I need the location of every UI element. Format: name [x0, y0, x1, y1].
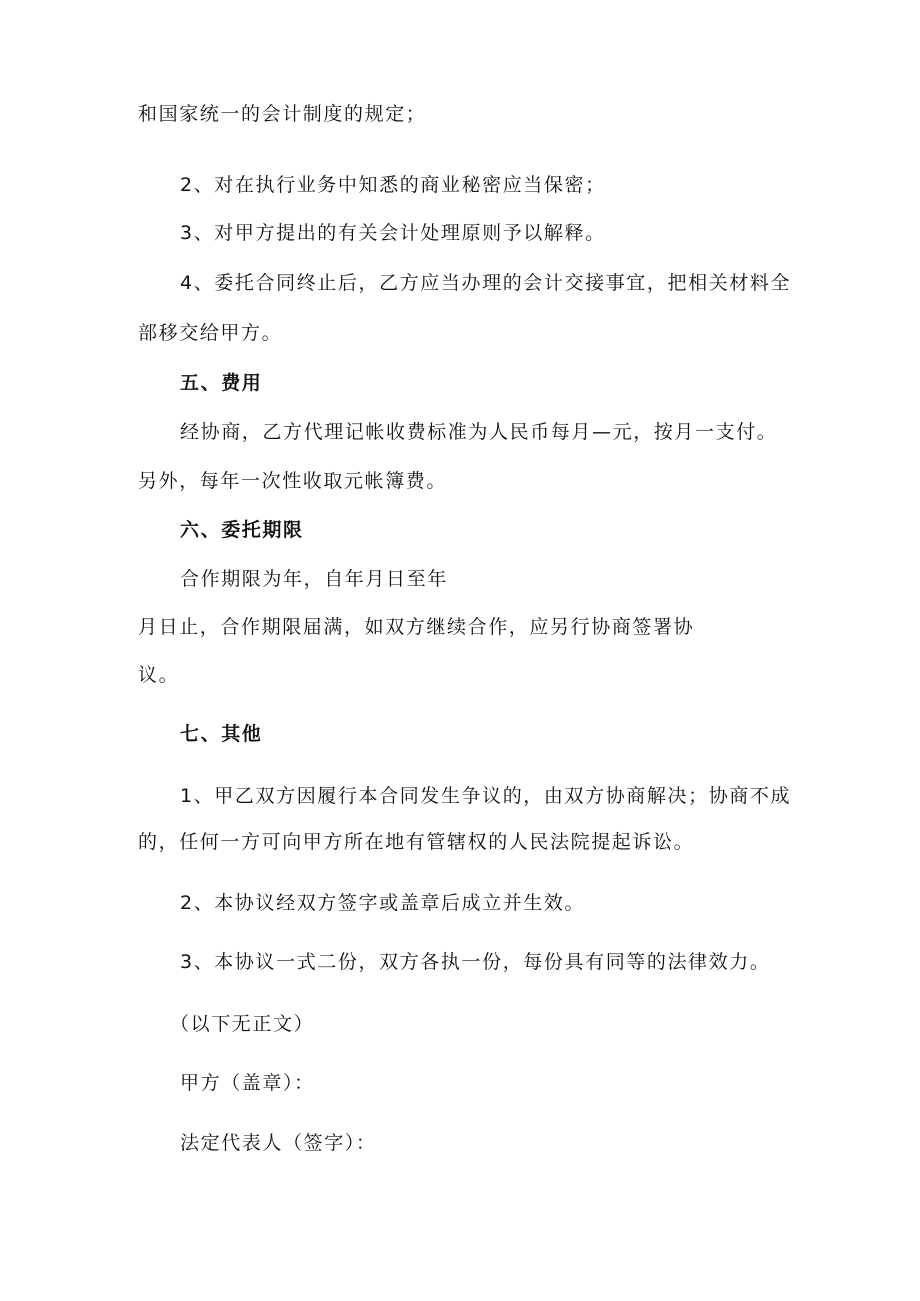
list-item: 1、甲乙双方因履行本合同发生争议的，由双方协商解决；协商不成	[180, 785, 792, 807]
list-item: 3、对甲方提出的有关会计处理原则予以解释。	[180, 222, 606, 244]
text-line: 经协商，乙方代理记帐收费标准为人民币每月—元，按月一支付。	[180, 421, 778, 443]
party-a-seal-label: 甲方（盖章）：	[180, 1072, 315, 1094]
list-item: 4、委托合同终止后，乙方应当办理的会计交接事宜，把相关材料全	[180, 272, 792, 294]
section-heading: 七、其他	[180, 723, 263, 745]
text-line: 合作期限为年，自年月日至年	[180, 568, 448, 590]
text-line: 部移交给甲方。	[138, 322, 283, 344]
list-item: 2、本协议经双方签字或盖章后成立并生效。	[180, 892, 586, 914]
legal-representative-signature-label: 法定代表人（签字）：	[180, 1132, 377, 1154]
text-line: 另外，每年一次性收取元帐簿费。	[138, 470, 448, 492]
list-item: 2、对在执行业务中知悉的商业秘密应当保密；	[180, 174, 606, 196]
text-line: 的，任何一方可向甲方所在地有管辖权的人民法院提起诉讼。	[138, 831, 695, 853]
section-heading: 五、费用	[180, 372, 263, 394]
text-line: 和国家统一的会计制度的规定；	[138, 103, 427, 125]
text-line: 议。	[138, 664, 180, 686]
list-item: 3、本协议一式二份，双方各执一份，每份具有同等的法律效力。	[180, 951, 771, 973]
section-heading: 六、委托期限	[180, 519, 304, 541]
text-line: 月日止，合作期限届满，如双方继续合作，应另行协商签署协	[138, 616, 695, 638]
end-note: （以下无正文）	[170, 1013, 315, 1035]
